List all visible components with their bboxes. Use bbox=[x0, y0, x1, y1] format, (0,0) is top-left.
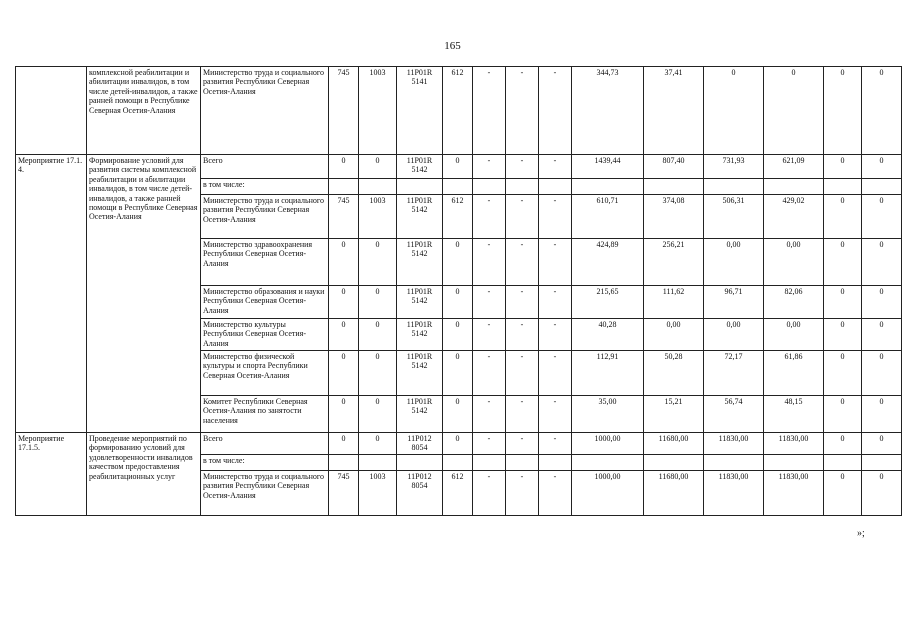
col-y6-cell bbox=[704, 179, 764, 195]
executor-cell: Министерство труда и социального развития Республики Северная Осетия-Алания bbox=[201, 195, 329, 239]
col-vr-cell bbox=[443, 179, 473, 195]
col-y9-cell: 0 bbox=[862, 239, 902, 286]
col-vr-cell: 612 bbox=[443, 471, 473, 516]
col-y2-cell: - bbox=[506, 319, 539, 351]
col-y6-cell bbox=[704, 455, 764, 471]
measure-name-cell: Мероприятие 17.1.5. bbox=[16, 433, 87, 516]
col-y4-cell: 1000,00 bbox=[572, 471, 644, 516]
col-y1-cell: - bbox=[473, 155, 506, 179]
col-grbs-cell bbox=[329, 455, 359, 471]
col-y2-cell bbox=[506, 455, 539, 471]
col-y5-cell: 0,00 bbox=[644, 319, 704, 351]
page-number: 165 bbox=[444, 40, 461, 52]
col-y5-cell: 374,08 bbox=[644, 195, 704, 239]
col-csr-cell: 11P01R 5142 bbox=[397, 351, 443, 396]
col-y1-cell: - bbox=[473, 351, 506, 396]
col-vr-cell: 0 bbox=[443, 155, 473, 179]
col-csr-cell: 11P01R 5141 bbox=[397, 67, 443, 155]
col-rzpr-cell: 0 bbox=[359, 319, 397, 351]
col-y3-cell bbox=[539, 179, 572, 195]
col-y2-cell: - bbox=[506, 471, 539, 516]
col-y5-cell bbox=[644, 455, 704, 471]
executor-cell: в том числе: bbox=[201, 455, 329, 471]
col-y7-cell: 0 bbox=[764, 67, 824, 155]
col-y9-cell: 0 bbox=[862, 286, 902, 319]
col-rzpr-cell: 0 bbox=[359, 396, 397, 433]
col-grbs-cell bbox=[329, 179, 359, 195]
col-vr-cell: 0 bbox=[443, 239, 473, 286]
col-y2-cell: - bbox=[506, 155, 539, 179]
col-y5-cell: 807,40 bbox=[644, 155, 704, 179]
col-rzpr-cell: 0 bbox=[359, 433, 397, 455]
col-y2-cell: - bbox=[506, 195, 539, 239]
measure-description-cell: Формирование условий для развития системы комплексной реабилитации и абилитации инвалидов, в том числе детей-инвалидов, а также ранней помощи в Республике Северная Осетия-Алания bbox=[87, 155, 201, 433]
col-y5-cell: 111,62 bbox=[644, 286, 704, 319]
executor-cell: Всего bbox=[201, 433, 329, 455]
col-y1-cell: - bbox=[473, 286, 506, 319]
col-y9-cell: 0 bbox=[862, 67, 902, 155]
col-y7-cell bbox=[764, 455, 824, 471]
col-rzpr-cell: 1003 bbox=[359, 67, 397, 155]
col-y4-cell: 1439,44 bbox=[572, 155, 644, 179]
executor-cell: Всего bbox=[201, 155, 329, 179]
col-y6-cell: 506,31 bbox=[704, 195, 764, 239]
col-y7-cell: 429,02 bbox=[764, 195, 824, 239]
col-y3-cell: - bbox=[539, 286, 572, 319]
col-y9-cell: 0 bbox=[862, 195, 902, 239]
col-csr-cell bbox=[397, 179, 443, 195]
col-vr-cell: 0 bbox=[443, 286, 473, 319]
col-y1-cell: - bbox=[473, 396, 506, 433]
col-y7-cell: 0,00 bbox=[764, 239, 824, 286]
col-y1-cell: - bbox=[473, 195, 506, 239]
measure-description-cell: комплексной реабилитации и абилитации инвалидов, в том числе детей-инвалидов, а также ранней помощи в Республике Северная Осетия-Алания bbox=[87, 67, 201, 155]
col-vr-cell: 612 bbox=[443, 195, 473, 239]
col-vr-cell: 612 bbox=[443, 67, 473, 155]
col-y8-cell: 0 bbox=[824, 471, 862, 516]
executor-cell: Министерство труда и социального развития Республики Северная Осетия-Алания bbox=[201, 67, 329, 155]
col-rzpr-cell: 0 bbox=[359, 155, 397, 179]
col-csr-cell: 11P012 8054 bbox=[397, 471, 443, 516]
col-y4-cell: 1000,00 bbox=[572, 433, 644, 455]
col-y3-cell bbox=[539, 455, 572, 471]
executor-cell: Комитет Республики Северная Осетия-Алания по занятости населения bbox=[201, 396, 329, 433]
col-y1-cell: - bbox=[473, 433, 506, 455]
col-y9-cell bbox=[862, 455, 902, 471]
col-y8-cell: 0 bbox=[824, 319, 862, 351]
executor-cell: в том числе: bbox=[201, 179, 329, 195]
col-y4-cell bbox=[572, 455, 644, 471]
col-y6-cell: 0,00 bbox=[704, 239, 764, 286]
col-grbs-cell: 0 bbox=[329, 155, 359, 179]
executor-cell: Министерство труда и социального развития Республики Северная Осетия-Алания bbox=[201, 471, 329, 516]
col-y7-cell: 48,15 bbox=[764, 396, 824, 433]
col-grbs-cell: 745 bbox=[329, 471, 359, 516]
measure-description-cell: Проведение мероприятий по формированию условий для удовлетворенности инвалидов качеством предоставления реабилитационных услуг bbox=[87, 433, 201, 516]
col-y7-cell: 11830,00 bbox=[764, 471, 824, 516]
col-y7-cell: 61,86 bbox=[764, 351, 824, 396]
col-csr-cell: 11P01R 5142 bbox=[397, 239, 443, 286]
col-y8-cell: 0 bbox=[824, 286, 862, 319]
budget-table bbox=[15, 66, 902, 516]
col-y8-cell: 0 bbox=[824, 239, 862, 286]
col-y6-cell: 56,74 bbox=[704, 396, 764, 433]
col-y6-cell: 731,93 bbox=[704, 155, 764, 179]
col-csr-cell: 11P01R 5142 bbox=[397, 319, 443, 351]
table-row bbox=[16, 433, 902, 455]
col-y7-cell: 0,00 bbox=[764, 319, 824, 351]
col-y2-cell: - bbox=[506, 67, 539, 155]
col-y5-cell bbox=[644, 179, 704, 195]
col-y3-cell: - bbox=[539, 396, 572, 433]
table-row bbox=[16, 67, 902, 155]
col-y2-cell bbox=[506, 179, 539, 195]
table-body bbox=[16, 67, 902, 516]
col-y9-cell: 0 bbox=[862, 471, 902, 516]
table-row bbox=[16, 155, 902, 179]
col-csr-cell: 11P01R 5142 bbox=[397, 286, 443, 319]
col-y3-cell: - bbox=[539, 433, 572, 455]
col-y3-cell: - bbox=[539, 471, 572, 516]
col-y9-cell: 0 bbox=[862, 155, 902, 179]
col-y7-cell: 11830,00 bbox=[764, 433, 824, 455]
col-vr-cell: 0 bbox=[443, 433, 473, 455]
col-y2-cell: - bbox=[506, 433, 539, 455]
col-y9-cell: 0 bbox=[862, 351, 902, 396]
col-y3-cell: - bbox=[539, 195, 572, 239]
col-csr-cell: 11P01R 5142 bbox=[397, 155, 443, 179]
col-y4-cell bbox=[572, 179, 644, 195]
col-y2-cell: - bbox=[506, 351, 539, 396]
col-y1-cell: - bbox=[473, 239, 506, 286]
col-y8-cell: 0 bbox=[824, 351, 862, 396]
col-grbs-cell: 0 bbox=[329, 396, 359, 433]
col-vr-cell: 0 bbox=[443, 396, 473, 433]
col-y9-cell bbox=[862, 179, 902, 195]
executor-cell: Министерство образования и науки Республики Северная Осетия-Алания bbox=[201, 286, 329, 319]
col-y2-cell: - bbox=[506, 396, 539, 433]
col-y7-cell: 621,09 bbox=[764, 155, 824, 179]
col-y8-cell: 0 bbox=[824, 67, 862, 155]
col-grbs-cell: 0 bbox=[329, 319, 359, 351]
col-y5-cell: 50,28 bbox=[644, 351, 704, 396]
col-vr-cell bbox=[443, 455, 473, 471]
col-y4-cell: 215,65 bbox=[572, 286, 644, 319]
col-rzpr-cell: 0 bbox=[359, 239, 397, 286]
col-grbs-cell: 0 bbox=[329, 351, 359, 396]
col-rzpr-cell: 1003 bbox=[359, 195, 397, 239]
col-y6-cell: 11830,00 bbox=[704, 471, 764, 516]
col-y1-cell: - bbox=[473, 319, 506, 351]
col-y7-cell bbox=[764, 179, 824, 195]
col-y5-cell: 37,41 bbox=[644, 67, 704, 155]
measure-name-cell bbox=[16, 67, 87, 155]
col-y1-cell: - bbox=[473, 67, 506, 155]
col-y8-cell bbox=[824, 179, 862, 195]
col-y3-cell: - bbox=[539, 239, 572, 286]
col-grbs-cell: 745 bbox=[329, 195, 359, 239]
col-y3-cell: - bbox=[539, 155, 572, 179]
col-y8-cell bbox=[824, 455, 862, 471]
col-y9-cell: 0 bbox=[862, 396, 902, 433]
executor-cell: Министерство здравоохранения Республики Северная Осетия-Алания bbox=[201, 239, 329, 286]
col-y4-cell: 344,73 bbox=[572, 67, 644, 155]
col-y1-cell bbox=[473, 179, 506, 195]
executor-cell: Министерство культуры Республики Северная Осетия-Алания bbox=[201, 319, 329, 351]
col-vr-cell: 0 bbox=[443, 319, 473, 351]
col-y4-cell: 35,00 bbox=[572, 396, 644, 433]
col-y4-cell: 112,91 bbox=[572, 351, 644, 396]
col-csr-cell: 11P01R 5142 bbox=[397, 396, 443, 433]
col-y6-cell: 96,71 bbox=[704, 286, 764, 319]
col-csr-cell: 11P012 8054 bbox=[397, 433, 443, 455]
col-y3-cell: - bbox=[539, 67, 572, 155]
col-csr-cell: 11P01R 5142 bbox=[397, 195, 443, 239]
col-grbs-cell: 0 bbox=[329, 433, 359, 455]
col-rzpr-cell bbox=[359, 179, 397, 195]
col-grbs-cell: 745 bbox=[329, 67, 359, 155]
col-y6-cell: 11830,00 bbox=[704, 433, 764, 455]
col-csr-cell bbox=[397, 455, 443, 471]
col-y9-cell: 0 bbox=[862, 319, 902, 351]
col-rzpr-cell: 0 bbox=[359, 286, 397, 319]
col-y2-cell: - bbox=[506, 239, 539, 286]
col-rzpr-cell bbox=[359, 455, 397, 471]
col-grbs-cell: 0 bbox=[329, 286, 359, 319]
col-y4-cell: 40,28 bbox=[572, 319, 644, 351]
col-vr-cell: 0 bbox=[443, 351, 473, 396]
col-y8-cell: 0 bbox=[824, 433, 862, 455]
col-y4-cell: 424,89 bbox=[572, 239, 644, 286]
col-y6-cell: 0,00 bbox=[704, 319, 764, 351]
col-y7-cell: 82,06 bbox=[764, 286, 824, 319]
col-y5-cell: 256,21 bbox=[644, 239, 704, 286]
col-y5-cell: 11680,00 bbox=[644, 471, 704, 516]
col-y5-cell: 11680,00 bbox=[644, 433, 704, 455]
col-grbs-cell: 0 bbox=[329, 239, 359, 286]
col-rzpr-cell: 1003 bbox=[359, 471, 397, 516]
col-y8-cell: 0 bbox=[824, 155, 862, 179]
col-y8-cell: 0 bbox=[824, 396, 862, 433]
col-y1-cell bbox=[473, 455, 506, 471]
closing-mark: »; bbox=[857, 528, 865, 539]
col-y8-cell: 0 bbox=[824, 195, 862, 239]
col-y2-cell: - bbox=[506, 286, 539, 319]
measure-name-cell: Мероприятие 17.1. 4. bbox=[16, 155, 87, 433]
col-y3-cell: - bbox=[539, 319, 572, 351]
col-y1-cell: - bbox=[473, 471, 506, 516]
col-y3-cell: - bbox=[539, 351, 572, 396]
col-y9-cell: 0 bbox=[862, 433, 902, 455]
col-y6-cell: 72,17 bbox=[704, 351, 764, 396]
col-y4-cell: 610,71 bbox=[572, 195, 644, 239]
col-rzpr-cell: 0 bbox=[359, 351, 397, 396]
col-y6-cell: 0 bbox=[704, 67, 764, 155]
executor-cell: Министерство физической культуры и спорта Республики Северная Осетия-Алания bbox=[201, 351, 329, 396]
col-y5-cell: 15,21 bbox=[644, 396, 704, 433]
